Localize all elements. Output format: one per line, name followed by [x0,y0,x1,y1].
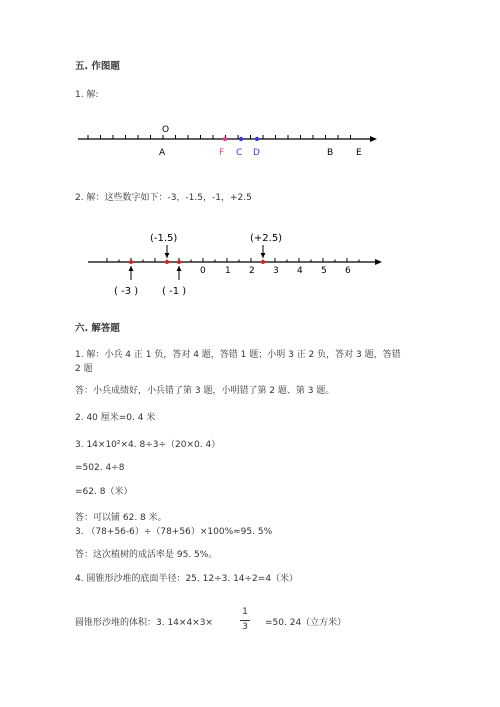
arrow-plus-2-5-head [261,253,266,258]
tick-label-6: 6 [345,266,351,276]
callout-minus-1-5: (-1.5) [150,233,178,244]
q1-label: 1. 解: [75,90,99,100]
point-marker [129,260,133,264]
axis-arrow [375,259,382,265]
point-marker [165,260,169,264]
point-d-label: D [253,148,260,158]
q3-answer: 答：可以铺 62. 8 米。 [75,513,167,523]
callout-plus-2-5: (+2.5) [250,233,283,244]
tick-label-5: 5 [321,266,327,276]
fraction-one-third [238,607,252,634]
number-line-1 [0,122,500,162]
fraction-numerator: 1 [242,607,248,617]
section-5-title: 五. 作图题 [75,61,120,72]
q4-line2-suffix: =50. 24（立方米） [265,618,347,628]
q3-line1: 3. 14×10²×4. 8÷3÷（20×0. 4） [75,440,221,450]
point-marker [223,137,227,141]
point-b-label: B [327,148,334,158]
tick-label-2: 2 [249,266,255,276]
point-marker [261,260,265,264]
q1-answer: 答：小兵成绩好，小兵错了第 3 题，小明错了第 2 题、第 3 题。 [75,386,335,396]
tick-label-4: 4 [297,266,303,276]
point-e-label: E [356,148,362,158]
callout-minus-1: ( -1 ) [162,286,187,297]
tick-label-1: 1 [225,266,231,276]
tick-label-0: 0 [200,266,206,276]
arrow-minus-3-head [129,266,134,271]
arrow-minus-1-5-head [165,253,170,258]
point-o-label: O [162,125,170,135]
point-c-label: C [236,148,243,158]
point-marker [177,260,181,264]
fraction-bar [240,620,250,621]
q3b-answer: 答：这次植树的成活率是 95. 5%。 [75,550,218,560]
q3-line3: =62. 8（米） [75,487,133,497]
q1-text-line2: 2 题 [75,364,93,374]
point-a-label: A [159,148,166,158]
arrow-minus-1-head [177,266,182,271]
fraction-denominator: 3 [242,622,248,632]
tick-label-3: 3 [273,266,279,276]
callout-minus-3: ( -3 ) [114,286,139,297]
point-f-label: F [219,148,225,158]
q2-label: 2. 解：这些数字如下：-3，-1.5，-1，+2.5 [75,193,252,203]
q4-line2-prefix: 圆锥形沙堆的体积：3. 14×4×3× [75,618,213,628]
point-marker [255,137,259,141]
axis-arrow [370,136,377,142]
number-line-2 [0,228,500,303]
q3b-text: 3. （78+56-6）÷（78+56）×100%≈95. 5% [75,527,273,537]
point-marker [239,137,243,141]
q3-line2: =502. 4÷8 [75,463,125,473]
q1-text-line1: 1. 解：小兵 4 正 1 负，答对 4 题，答错 1 题；小明 3 正 2 负，答对 3 题，答错 [75,350,401,360]
section-6-title: 六. 解答题 [75,323,120,334]
q2-text: 2. 40 厘米=0. 4 米 [75,413,156,423]
q4-line1: 4. 圆锥形沙堆的底面半径：25. 12÷3. 14÷2=4（米） [75,574,299,584]
